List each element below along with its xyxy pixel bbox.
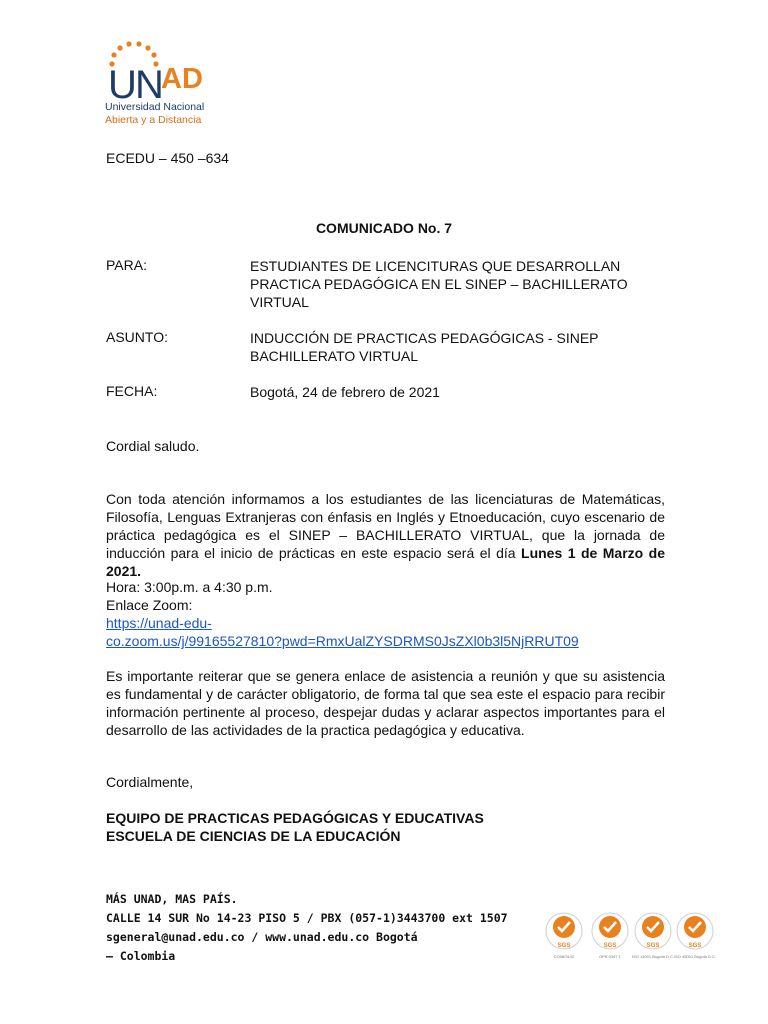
- fecha-value: Bogotá, 24 de febrero de 2021: [250, 384, 440, 400]
- footer-country: – Colombia: [106, 949, 176, 963]
- body-paragraph-announcement: [106, 490, 665, 580]
- certification-caption: ISO 14001 Bogotá D.C.: [631, 954, 675, 959]
- signature-school: ESCUELA DE CIENCIAS DE LA EDUCACIÓN: [106, 828, 401, 844]
- zoom-label: Enlace Zoom:: [106, 597, 193, 613]
- sgs-badge-label: SGS: [646, 943, 660, 949]
- logo-line-abierta: Abierta y a Distancia: [105, 114, 202, 126]
- certification-seal-2: [588, 910, 632, 966]
- zoom-link-line-2[interactable]: co.zoom.us/j/99165527810?pwd=RmxUalZYSDRMS0JsZXl0b3l5NjRRUT09: [106, 633, 579, 649]
- para-value: ESTUDIANTES DE LICENCITURAS QUE DESARROLLAN PRACTICA PEDAGÓGICA EN EL SINEP – BACHILLERATO VIRTUAL: [250, 258, 628, 310]
- asunto-label: ASUNTO:: [106, 329, 168, 345]
- certification-seal-4: [673, 910, 717, 966]
- logo-letter-u: U: [108, 63, 137, 102]
- zoom-link-line-1[interactable]: https://unad-edu-: [106, 615, 212, 631]
- greeting: Cordial saludo.: [106, 438, 200, 454]
- certification-caption: CO08/3142: [553, 954, 575, 959]
- certification-seal-3: [631, 910, 675, 966]
- para-label: PARA:: [106, 257, 147, 273]
- unad-logo: [104, 40, 234, 136]
- logo-letter-n: N: [135, 63, 164, 102]
- footer-motto: MÁS UNAD, MAS PAÍS.: [106, 892, 238, 906]
- zoom-link[interactable]: [106, 614, 579, 650]
- meeting-time: Hora: 3:00p.m. a 4:30 p.m.: [106, 579, 273, 595]
- body-paragraph-attendance: Es importante reiterar que se genera enlace de asistencia a reunión y que su asistencia es fundamental y de carácter obligatorio, de forma tal que sea este el espacio para recibir información pertinente al proceso, despejar dudas y aclarar aspectos importantes para el desarrollo de las actividades de la practica pedagógica y educativa.: [106, 668, 665, 738]
- certification-seal-icon: [631, 910, 675, 954]
- logo-letters-ad: AD: [161, 63, 203, 95]
- certification-caption: ISO 45001 Bogotá D.C.: [673, 954, 717, 959]
- certification-caption: GPE 0347 1: [599, 954, 621, 959]
- induction-date: Lunes 1 de Marzo de 2021.: [106, 545, 666, 579]
- closing: Cordialmente,: [106, 774, 194, 790]
- certification-seal-icon: [673, 910, 717, 954]
- fecha-label: FECHA:: [106, 383, 158, 399]
- sgs-badge-label: SGS: [688, 943, 702, 949]
- unad-logo-mark: [104, 40, 234, 102]
- logo-line-universidad: Universidad Nacional: [105, 101, 205, 113]
- footer-address: CALLE 14 SUR No 14-23 PISO 5 / PBX (057-1)3443700 ext 1507: [106, 911, 508, 925]
- sgs-badge-label: SGS: [603, 943, 617, 949]
- certification-seal-1: [542, 910, 586, 966]
- sgs-badge-label: SGS: [557, 943, 571, 949]
- footer-contact: [106, 890, 508, 966]
- certification-seal-icon: [542, 910, 586, 954]
- signature-team: EQUIPO DE PRACTICAS PEDAGÓGICAS Y EDUCATIVAS: [106, 810, 484, 826]
- communique-title: COMUNICADO No. 7: [315, 220, 453, 236]
- certification-seal-icon: [588, 910, 632, 954]
- document-reference: ECEDU – 450 –634: [106, 150, 229, 166]
- announcement-text: Con toda atención informamos a los estudiantes de las licenciaturas de Matemáticas, Filosofía, Lenguas Extranjeras con énfasis en Inglés y Etnoeducación, cuyo escenario de práctica pedagógica es el SINEP – BACHILLERATO VIRTUAL, que la jornada de inducción para el inicio de prácticas en este espacio será el día: [106, 491, 665, 561]
- asunto-value: INDUCCIÓN DE PRACTICAS PEDAGÓGICAS - SINEP BACHILLERATO VIRTUAL: [250, 330, 599, 364]
- footer-email-web: sgeneral@unad.edu.co / www.unad.edu.co Bogotá: [106, 930, 418, 944]
